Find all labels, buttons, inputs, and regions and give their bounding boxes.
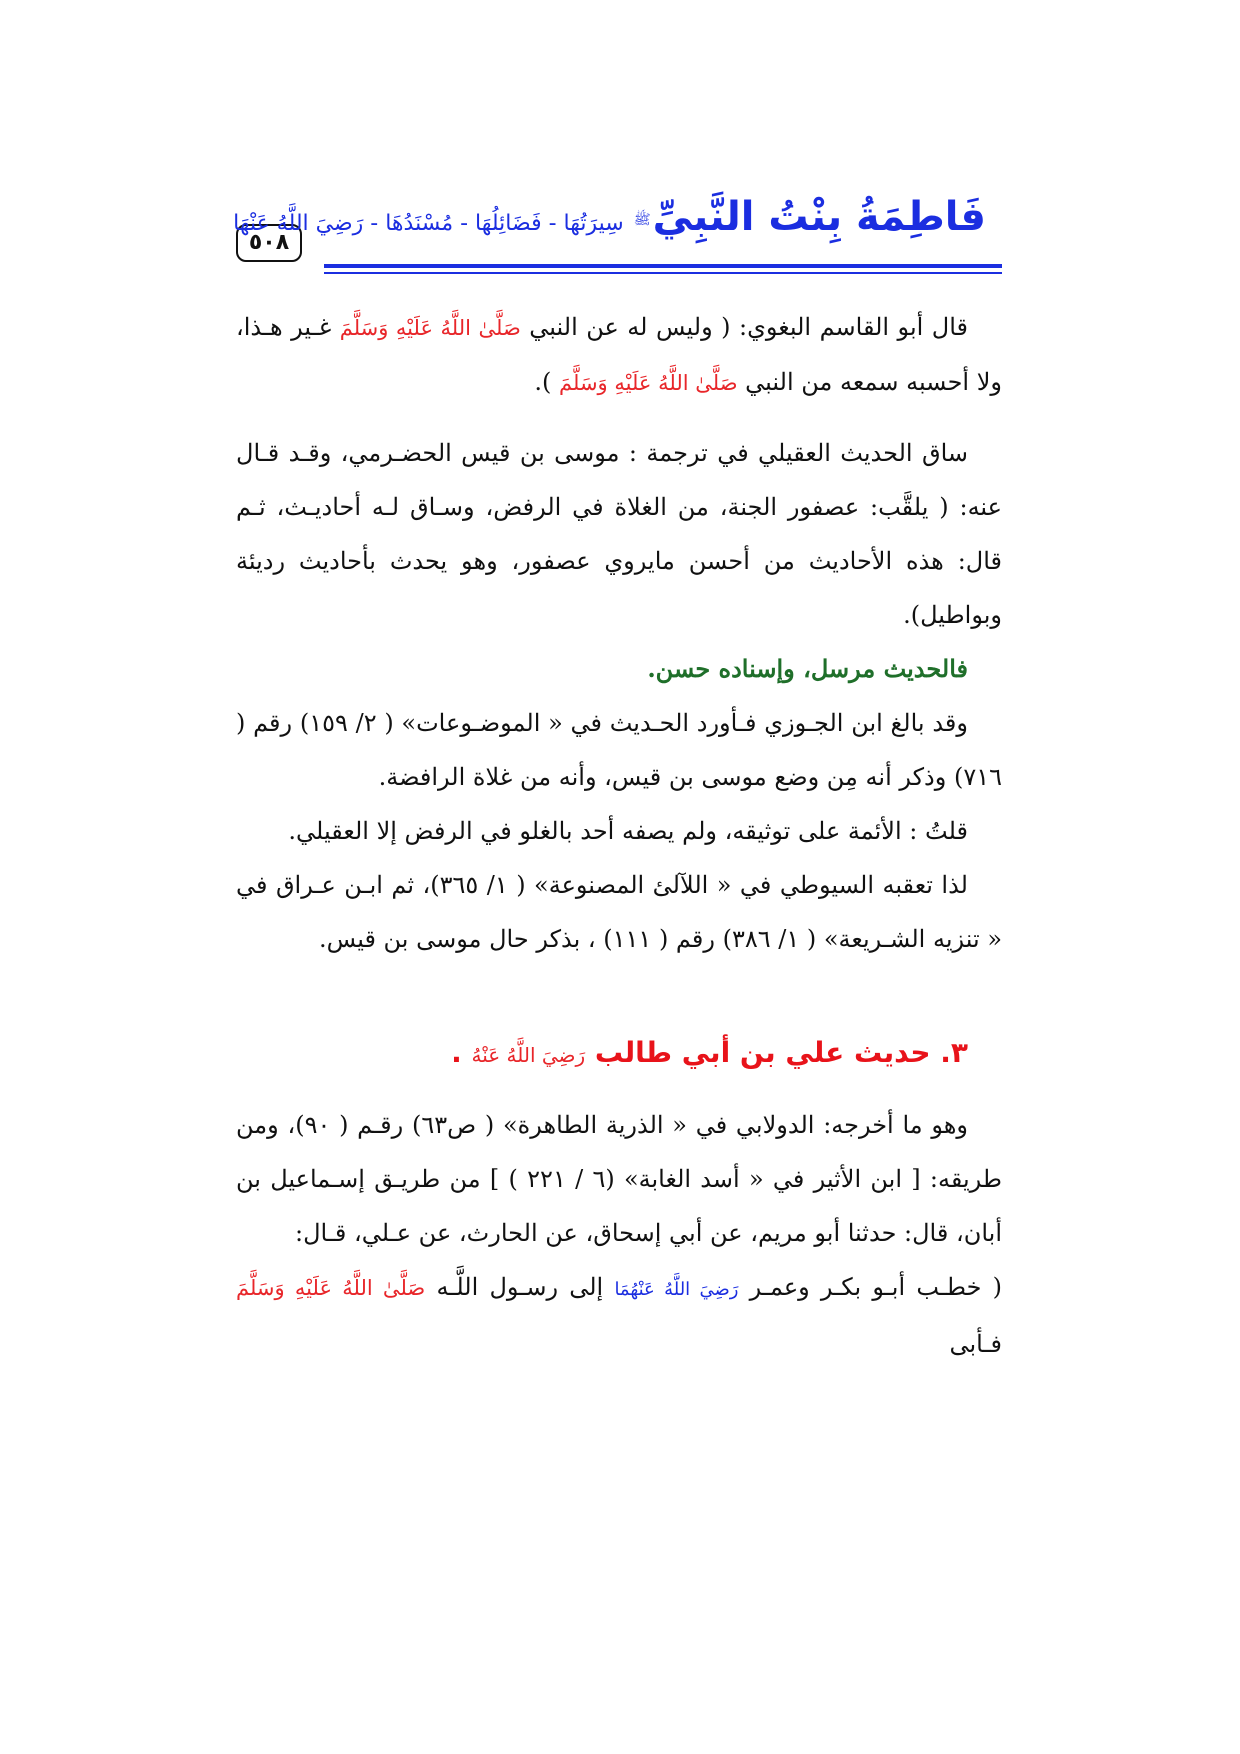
paragraph-text: غـير هـذا، ولا أحسبه سمعه من النبي	[236, 313, 1002, 396]
page-number: ٥٠٨	[236, 224, 302, 262]
paragraph-baghawi	[236, 300, 1002, 410]
paragraph-hadith	[236, 1260, 1002, 1371]
radiyallahu-honorific: رَضِيَ اللَّهُ عَنْهُ	[471, 1043, 586, 1067]
salawat-mark: ﷺ	[633, 211, 651, 228]
radiyallahu-honorific: رَضِيَ اللَّهُ عَنْهُمَا	[614, 1279, 739, 1300]
book-title-main: فَاطِمَةُ بِنْتُ النَّبِيِّ	[652, 194, 986, 240]
paragraph-text: إلى رسـول اللَّـه	[425, 1273, 615, 1301]
header-rule-thin	[324, 272, 1002, 274]
paragraph-uqayli: ساق الحديث العقيلي في ترجمة : موسى بن قيس الحضـرمي، وقـد قـال عنه: ( يلقَّب: عصفور الجنة، من الغلاة في الرفض، وسـاق لـه أحاديـث، ثـم قال: هذه الأحاديث من أحسن مايروي عصفور، وهو يحدث بأحاديث رديئة وبواطيل).	[236, 439, 1002, 629]
section-heading	[236, 1026, 1002, 1082]
heading-text: .	[451, 1036, 472, 1069]
heading-text: ٣. حديث علي بن أبي طالب	[585, 1036, 968, 1069]
page-body	[236, 300, 1002, 1371]
paragraph-suyuti: لذا تعقبه السيوطي في « اللآلئ المصنوعة» ( ١/ ٣٦٥)، ثم ابـن عـراق في « تنزيه الشـريعة» ( ١/ ٣٨٦) رقم ( ١١١) ، بذكر حال موسى بن قيس.	[236, 871, 1002, 953]
book-subtitle: سِيرَتُهَا - فَضَائِلُهَا - مُسْنَدُهَا - رَضِيَ اللَّهُ عَنْهَا	[233, 211, 624, 236]
conclusion-ruling: فالحديث مرسل، وإسناده حسن.	[647, 654, 968, 683]
page-header	[233, 180, 1002, 280]
paragraph-author-note: قلتُ : الأئمة على توثيقه، ولم يصفه أحد بالغلو في الرفض إلا العقيلي.	[288, 817, 968, 845]
salla-honorific: صَلَّىٰ اللَّهُ عَلَيْهِ وَسَلَّمَ	[559, 371, 738, 395]
paragraph-text: ( خطـب أبـو بكـر وعمـر	[738, 1273, 1003, 1301]
paragraph-dulabi: وهو ما أخرجه: الدولابي في « الذرية الطاهرة» ( ص٦٣) رقـم ( ٩٠)، ومن طريقه: [ ابن الأثير في « أسد الغابة» (٦ / ٢٢١ ) ] من طريـق إسـماعيل بن أبان، قال: حدثنا أبو مريم، عن أبي إسحاق، عن الحارث، عن عـلي، قـال:	[236, 1111, 1002, 1247]
book-title	[233, 194, 986, 240]
header-rule-thick	[324, 264, 1002, 268]
paragraph-text: قال أبو القاسم البغوي: ( وليس له عن النبي	[520, 313, 969, 341]
salla-honorific: صَلَّىٰ اللَّهُ عَلَيْهِ وَسَلَّمَ	[339, 316, 521, 340]
paragraph-text: ).	[534, 368, 560, 396]
paragraph-ibn-jawzi: وقد بالغ ابن الجـوزي فـأورد الحـديث في « الموضـوعات» ( ٢/ ١٥٩) رقم ( ٧١٦) وذكر أنه مِن وضع موسى بن قيس، وأنه من غلاة الرافضة.	[236, 709, 1002, 791]
paragraph-text: فـأبى	[949, 1330, 1002, 1358]
salla-honorific: صَلَّىٰ اللَّهُ عَلَيْهِ وَسَلَّمَ	[236, 1276, 426, 1300]
